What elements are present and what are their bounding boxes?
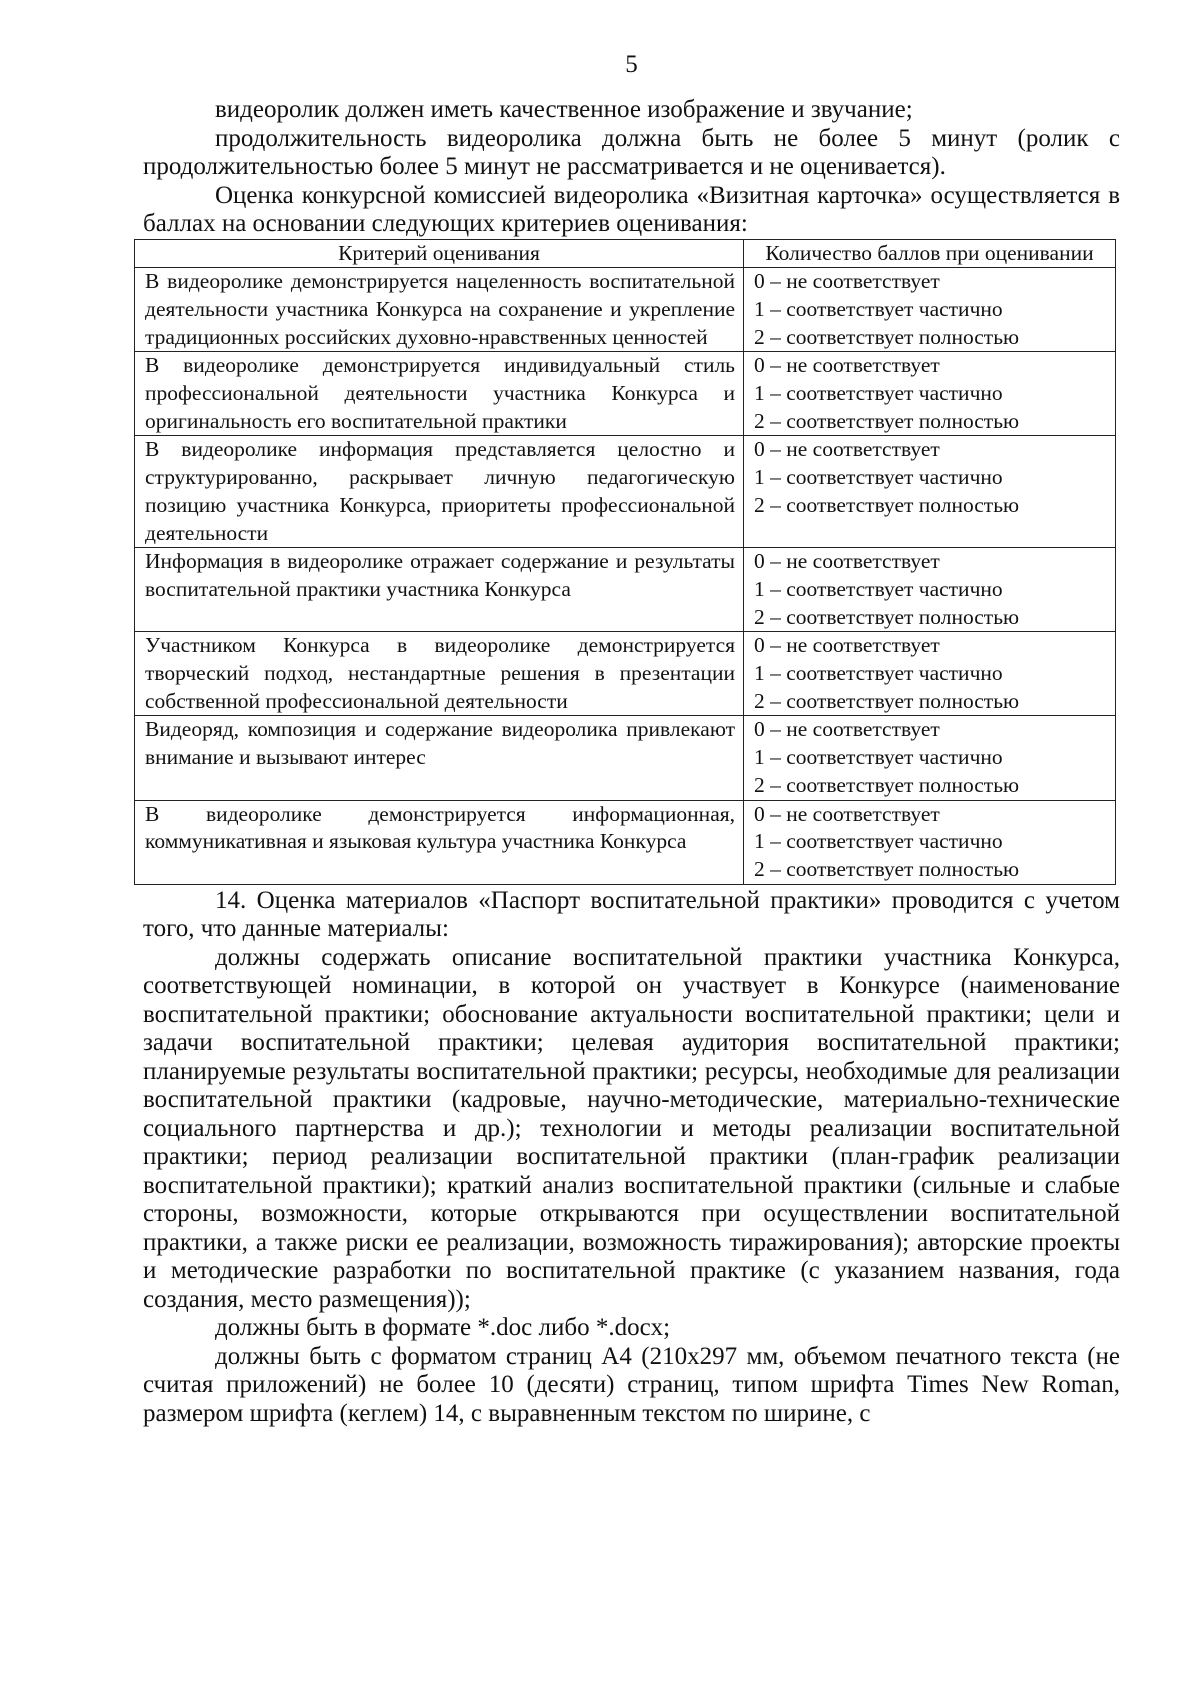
points-line: 1 – соответствует частично	[754, 829, 1003, 854]
section-14-item-page-format: должны быть с форматом страниц А4 (210x297 мм, объемом печатного текста (не считая приложений) не более 10 (десяти) страниц, типом шрифта Times New Roman, размером шрифта (кеглем) 14, с выравненным текстом по ширине, с	[143, 1342, 1120, 1427]
points-line: 0 – не соответствует	[754, 353, 940, 378]
points-cell	[744, 436, 1116, 548]
points-line: 2 – соответствует полностью	[754, 492, 1020, 517]
points-line: 0 – не соответствует	[754, 549, 940, 574]
points-line: 2 – соответствует полностью	[754, 772, 1020, 797]
points-line: 2 – соответствует полностью	[754, 688, 1020, 713]
table-row	[135, 548, 1116, 632]
points-line: 0 – не соответствует	[754, 269, 940, 294]
points-cell	[744, 800, 1116, 884]
points-line: 1 – соответствует частично	[754, 381, 1003, 406]
criterion-cell: Участником Конкурса в видеоролике демонстрируется творческий подход, нестандартные решения в презентации собственной профессиональной деятельности	[135, 632, 744, 716]
points-line: 1 – соответствует частично	[754, 465, 1003, 490]
points-line: 2 – соответствует полностью	[754, 604, 1020, 629]
paragraph-video-quality: видеоролик должен иметь качественное изображение и звучание;	[215, 96, 913, 123]
table-row	[135, 632, 1116, 716]
points-cell	[744, 716, 1116, 800]
criterion-cell: В видеоролике демонстрируется индивидуальный стиль профессиональной деятельности участника Конкурса и оригинальность его воспитательной практики	[135, 352, 744, 436]
points-line: 1 – соответствует частично	[754, 296, 1003, 321]
section-14-lead: 14. Оценка материалов «Паспорт воспитательной практики» проводится с учетом того, что данные материалы:	[143, 886, 1120, 943]
points-line: 1 – соответствует частично	[754, 661, 1003, 686]
points-cell	[744, 352, 1116, 436]
criterion-cell: Информация в видеоролике отражает содержание и результаты воспитательной практики участника Конкурса	[135, 548, 744, 632]
table-row	[135, 800, 1116, 884]
points-cell	[744, 268, 1116, 352]
criterion-cell: Видеоряд, композиция и содержание видеоролика привлекают внимание и вызывают интерес	[135, 716, 744, 800]
document-page	[143, 50, 1120, 1428]
table-row	[135, 716, 1116, 800]
section-14-item-format: должны быть в формате *.doc либо *.docx;	[215, 1314, 671, 1342]
table-row	[135, 268, 1116, 352]
points-line: 0 – не соответствует	[754, 717, 940, 742]
points-line: 2 – соответствует полностью	[754, 324, 1020, 349]
table-row	[135, 436, 1116, 548]
points-line: 1 – соответствует частично	[754, 745, 1003, 770]
table-header-row	[135, 239, 1116, 268]
criterion-cell: В видеоролике демонстрируется нацеленность воспитательной деятельности участника Конкурса на сохранение и укрепление традиционных российских духовно-нравственных ценностей	[135, 268, 744, 352]
paragraph-evaluation-intro: Оценка конкурсной комиссией видеоролика «Визитная карточка» осуществляется в баллах на основании следующих критериев оценивания:	[143, 181, 1120, 237]
points-line: 1 – соответствует частично	[754, 576, 1003, 601]
section-14-item-content: должны содержать описание воспитательной практики участника Конкурса, соответствующей номинации, в которой он участвует в Конкурсе (наименование воспитательной практики; обоснование актуальности воспитательной практики; цели и задачи воспитательной практики; целевая аудитория воспитательной практики; планируемые результаты воспитательной практики; ресурсы, необходимые для реализации воспитательной практики (кадровые, научно-методические, материально-технические социального партнерства и др.); технологии и методы реализации воспитательной практики; период реализации воспитательной практики (план-график реализации воспитательной практики); краткий анализ воспитательной практики (сильные и слабые стороны, возможности, которые открываются при осуществлении воспитательной практики, а также риски ее реализации, возможность тиражирования); авторские проекты и методические разработки по воспитательной практике (с указанием названия, года создания, место размещения));	[143, 943, 1120, 1313]
header-points: Количество баллов при оценивании	[744, 239, 1116, 268]
points-line: 2 – соответствует полностью	[754, 408, 1020, 433]
points-line: 2 – соответствует полностью	[754, 856, 1020, 881]
criterion-cell: В видеоролике информация представляется целостно и структурированно, раскрывает личную педагогическую позицию участника Конкурса, приоритеты профессиональной деятельности	[135, 436, 744, 548]
points-line: 0 – не соответствует	[754, 437, 940, 462]
criterion-cell: В видеоролике демонстрируется информационная, коммуникативная и языковая культура участника Конкурса	[135, 800, 744, 884]
points-cell	[744, 548, 1116, 632]
points-line: 0 – не соответствует	[754, 801, 940, 826]
header-criterion: Критерий оценивания	[135, 239, 744, 268]
page-number: 5	[625, 51, 638, 78]
points-cell	[744, 632, 1116, 716]
criteria-table	[134, 239, 1116, 885]
points-line: 0 – не соответствует	[754, 633, 940, 658]
paragraph-video-duration: продолжительность видеоролика должна быть не более 5 минут (ролик с продолжительностью более 5 минут не рассматривается и не оценивается).	[143, 124, 1120, 180]
table-row	[135, 352, 1116, 436]
